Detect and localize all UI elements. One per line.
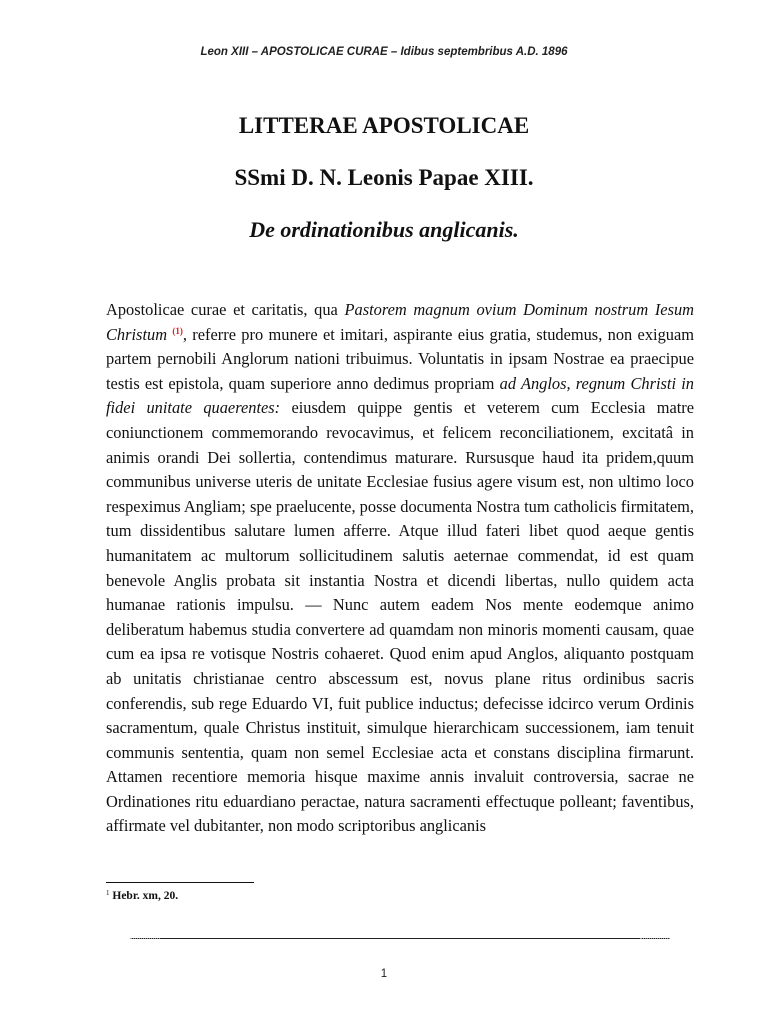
running-header: Leon XIII – APOSTOLICAE CURAE – Idibus septembribus A.D. 1896 <box>200 46 568 58</box>
footnote-text: Hebr. xm, 20. <box>109 890 179 902</box>
body-italic-phrase: ad Anglos, regnum Christi in fidei unitate quaerentes: <box>106 373 694 418</box>
footnote-number: 1 <box>106 889 110 897</box>
footnote-reference[interactable]: (1) <box>172 325 183 336</box>
document-subtitle: SSmi D. N. Leonis Papae XIII. <box>234 165 534 190</box>
document-topic: De ordinationibus anglicanis. <box>249 217 519 242</box>
body-text-segment: , referre pro munere et imitari, aspirante eius gratia, studemus, non exiguam partem pernobili Anglorum nationi tribuimus. Voluntatis in ipsam Nostrae ea praecipue testis est epistola, quam superiore anno dedimus propriam <box>106 324 694 393</box>
footnote-separator <box>106 882 254 883</box>
body-text-segment: Apostolicae curae et caritatis, qua <box>106 300 345 319</box>
document-title: LITTERAE APOSTOLICAE <box>238 113 530 138</box>
body-paragraph <box>106 298 694 839</box>
footnote <box>106 889 178 902</box>
page-number: 1 <box>380 968 388 980</box>
body-text-segment: eiusdem quippe gentis et veterem cum Ecclesia matre coniunctionem commemorando revocavimus, et felicem reconciliationem, excitatâ in animis orandi Dei sollertia, contendimus maturare. Rursusque haud ita pridem,quum communibus universe uteris de unitate Ecclesiae fusius agere visum est, non ultimo loco respeximus Angliam; spe praelucente, posse documenta Nostra tum catholicis firmitatem, tum dissidentibus salutare lumen afferre. Atque illud fateri libet quod aeque gentis humanitatem ac multorum sollicitudinem salutis aeternae commendat, id est quam benevole Anglis probata sit instantia Nostra et dicendi libertas, nullo quidem acta humanae rationis impulsu. — Nunc autem eadem Nos mente eodemque animo deliberatum habemus studia convertere ad quamdam non minoris momenti causam, quae cum ea ipsa re votisque Nostris cohaeret. Quod enim apud Anglos, aliquanto postquam ab unitatis christianae centro abscessum est, novus plane ritus ordinibus sacris conferendis, sub rege Eduardo VI, fuit publice inductus; defecisse idcirco verum Ordinis sacramentum, quale Christus instituit, simulque hierarchicam successionem, iam tenuit communis sententia, quam non semel Ecclesiae acta et constans disciplina firmarunt. Attamen recentiore memoria hisque maxime annis invaluit controversia, sacrae ne Ordinationes ritu eduardiano peractae, natura sacramenti effectuque polleant; faventibus, affirmate vel dubitanter, non modo scriptoribus anglicanis <box>106 398 695 836</box>
body-italic-phrase: Pastorem magnum ovium Dominum nostrum Iesum Christum <box>106 300 694 344</box>
footer-rule <box>130 938 670 939</box>
